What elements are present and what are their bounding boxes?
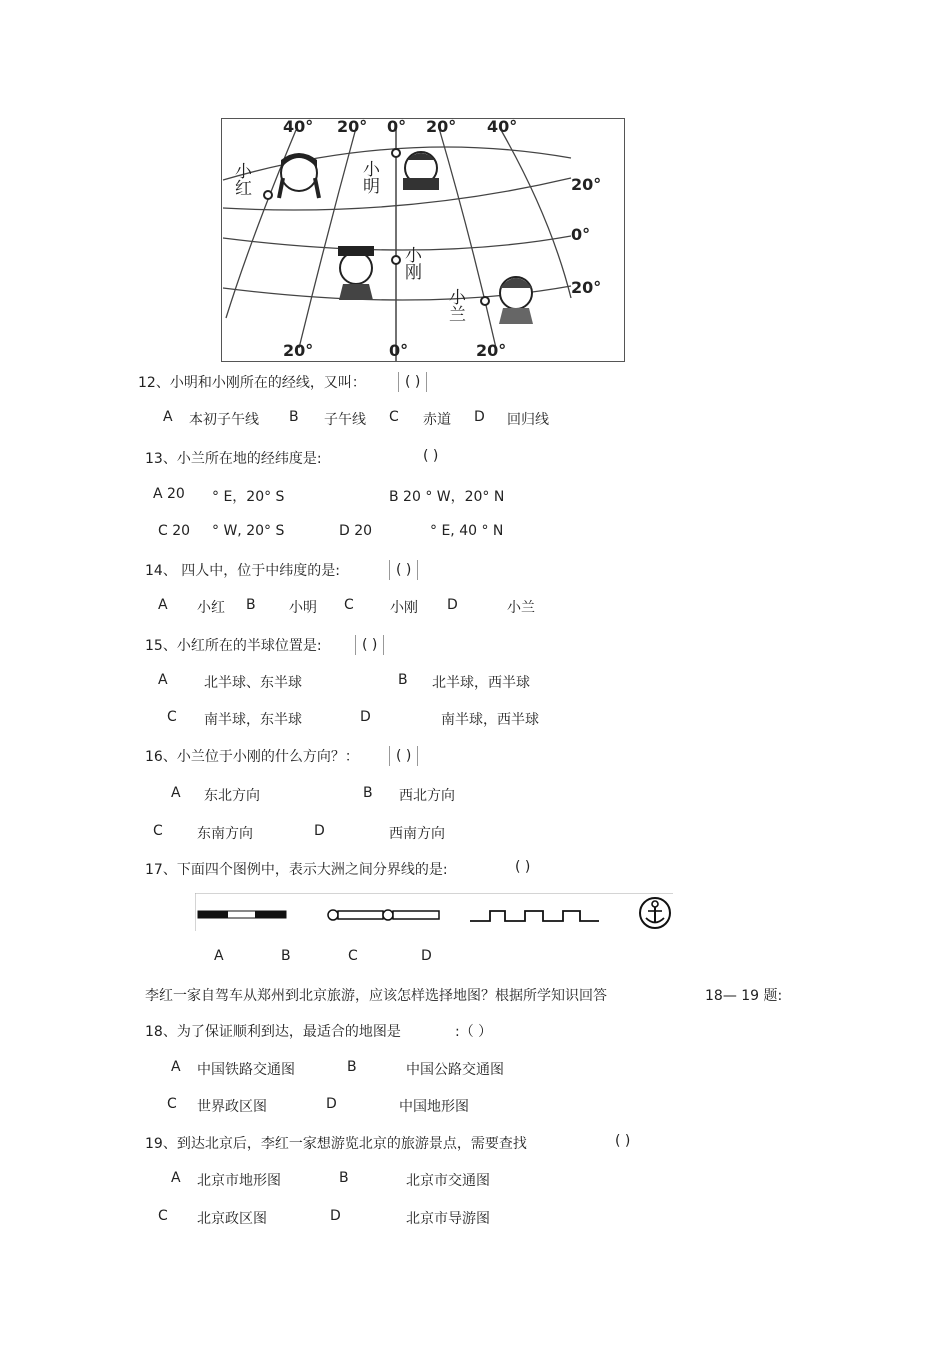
top-label-3: 0° xyxy=(387,118,407,136)
graticule-map-svg xyxy=(221,118,625,362)
top-label-5: 40° xyxy=(487,118,518,136)
q14-option-b-letter: B xyxy=(246,597,256,613)
question-12 xyxy=(138,372,366,392)
q12-option-a: 本初子午线 xyxy=(189,412,259,428)
q19-option-c-letter: C xyxy=(158,1208,168,1224)
highway-symbol xyxy=(328,910,439,920)
map-legend-symbols xyxy=(195,893,675,933)
q14-option-d: 小兰 xyxy=(507,600,535,616)
label-xiaohong: 小红 xyxy=(231,162,251,196)
intro-text: 李红一家自驾车从郑州到北京旅游，应该怎样选择地图？根据所学知识回答 xyxy=(145,988,607,1004)
graticule-map xyxy=(221,118,625,362)
q12-option-b: 子午线 xyxy=(324,412,366,428)
bottom-label-1: 20° xyxy=(283,341,314,360)
q16-text: 16、小兰位于小刚的什么方向？： xyxy=(145,749,359,765)
xiaoming-point xyxy=(392,149,400,157)
q17-text: 17、下面四个图例中，表示大洲之间分界线的是: xyxy=(145,862,448,878)
q13-answer-bracket[interactable]: ( ) xyxy=(423,448,439,464)
q18-option-d-letter: D xyxy=(326,1096,337,1112)
xiaohong-point xyxy=(264,191,272,199)
xiaoming-figure xyxy=(403,152,439,190)
boundary-symbol xyxy=(470,911,599,921)
q19-option-a-letter: A xyxy=(171,1170,181,1186)
q18-text: 18、为了保证顺利到达，最适合的地图是 xyxy=(145,1024,401,1040)
q15-answer-bracket[interactable]: ( ) xyxy=(355,635,384,655)
q14-option-b: 小明 xyxy=(289,600,317,616)
bottom-label-2: 0° xyxy=(389,341,409,360)
q13-option-c1: C 20 xyxy=(158,523,191,539)
q18-option-b: 中国公路交通图 xyxy=(406,1062,504,1078)
q15-option-a-letter: A xyxy=(158,672,168,688)
xiaolan-figure xyxy=(499,277,533,324)
q12-option-c: 赤道 xyxy=(423,412,451,428)
q13-option-d1: D 20 xyxy=(339,523,373,539)
q19-text: 19、到达北京后，李红一家想游览北京的旅游景点，需要查找 xyxy=(145,1136,527,1152)
q12-option-b-letter: B xyxy=(289,409,299,425)
q17-option-c: C xyxy=(348,948,358,964)
q16-option-a: 东北方向 xyxy=(204,788,260,804)
bottom-label-3: 20° xyxy=(476,341,507,360)
q18-option-c-letter: C xyxy=(167,1096,177,1112)
right-label-1: 20° xyxy=(571,175,602,194)
label-xiaogang: 小刚 xyxy=(401,246,421,280)
q15-option-a: 北半球、东半球 xyxy=(204,675,302,691)
label-xiaoming: 小明 xyxy=(359,160,379,194)
q14-option-a: 小红 xyxy=(197,600,225,616)
q13-option-a2: ° E，20° S xyxy=(212,489,285,505)
q13-text: 13、小兰所在地的经纬度是: xyxy=(145,451,322,467)
port-anchor-icon xyxy=(640,898,670,928)
q14-option-c-letter: C xyxy=(344,597,354,613)
q19-option-a: 北京市地形图 xyxy=(197,1173,281,1189)
q15-option-d-letter: D xyxy=(360,709,371,725)
q19-option-c: 北京政区图 xyxy=(197,1211,267,1227)
q13-option-d2: ° E, 40 ° N xyxy=(430,523,504,539)
q13-option-a1: A 20 xyxy=(153,486,185,502)
q18-answer-bracket[interactable]: :（ ） xyxy=(455,1024,493,1040)
q15-option-d: 南半球，西半球 xyxy=(441,712,539,728)
legend-svg xyxy=(195,893,675,933)
q17-option-d: D xyxy=(421,948,432,964)
intro-range: 18— 19 题: xyxy=(705,988,783,1004)
q18-option-b-letter: B xyxy=(347,1059,357,1075)
q12-answer-bracket[interactable]: ( ) xyxy=(398,372,427,392)
q17-answer-bracket[interactable]: ( ) xyxy=(515,859,531,875)
q19-option-d-letter: D xyxy=(330,1208,341,1224)
q19-option-b-letter: B xyxy=(339,1170,349,1186)
q18-option-d: 中国地形图 xyxy=(399,1099,469,1115)
top-label-1: 40° xyxy=(283,118,314,136)
q16-option-a-letter: A xyxy=(171,785,181,801)
xiaogang-figure xyxy=(338,246,374,300)
q19-option-d: 北京市导游图 xyxy=(406,1211,490,1227)
q12-option-d: 回归线 xyxy=(507,412,549,428)
q12-text: 12、小明和小刚所在的经线，又叫： xyxy=(138,375,366,391)
q19-answer-bracket[interactable]: ( ) xyxy=(615,1133,631,1149)
q16-answer-bracket[interactable]: ( ) xyxy=(389,746,418,766)
right-label-3: 20° xyxy=(571,278,602,297)
q14-answer-bracket[interactable]: ( ) xyxy=(389,560,418,580)
q16-option-d-letter: D xyxy=(314,823,325,839)
q16-option-c-letter: C xyxy=(153,823,163,839)
q13-option-c2: ° W, 20° S xyxy=(212,523,285,539)
q16-option-c: 东南方向 xyxy=(197,826,253,842)
q13-option-b: B 20 ° W，20° N xyxy=(389,489,505,505)
xiaolan-point xyxy=(481,297,489,305)
q12-option-c-letter: C xyxy=(389,409,399,425)
q18-option-a: 中国铁路交通图 xyxy=(197,1062,295,1078)
q14-option-d-letter: D xyxy=(447,597,458,613)
q16-option-d: 西南方向 xyxy=(389,826,445,842)
q12-option-a-letter: A xyxy=(163,409,173,425)
q15-text: 15、小红所在的半球位置是: xyxy=(145,638,322,654)
railway-symbol xyxy=(198,911,286,918)
q15-option-b: 北半球，西半球 xyxy=(432,675,530,691)
q16-option-b: 西北方向 xyxy=(399,788,455,804)
xiaogang-point xyxy=(392,256,400,264)
top-label-2: 20° xyxy=(337,118,368,136)
top-label-4: 20° xyxy=(426,118,457,136)
q14-text: 14、 四人中，位于中纬度的是: xyxy=(145,563,340,579)
right-label-2: 0° xyxy=(571,225,591,244)
q12-option-d-letter: D xyxy=(474,409,485,425)
q17-option-a: A xyxy=(214,948,224,964)
q15-option-b-letter: B xyxy=(398,672,408,688)
q14-option-c: 小刚 xyxy=(390,600,418,616)
q17-option-b: B xyxy=(281,948,291,964)
label-xiaolan: 小兰 xyxy=(445,288,465,322)
q16-option-b-letter: B xyxy=(363,785,373,801)
q15-option-c: 南半球，东半球 xyxy=(204,712,302,728)
q18-option-c: 世界政区图 xyxy=(197,1099,267,1115)
q15-option-c-letter: C xyxy=(167,709,177,725)
q14-option-a-letter: A xyxy=(158,597,168,613)
q18-option-a-letter: A xyxy=(171,1059,181,1075)
q19-option-b: 北京市交通图 xyxy=(406,1173,490,1189)
